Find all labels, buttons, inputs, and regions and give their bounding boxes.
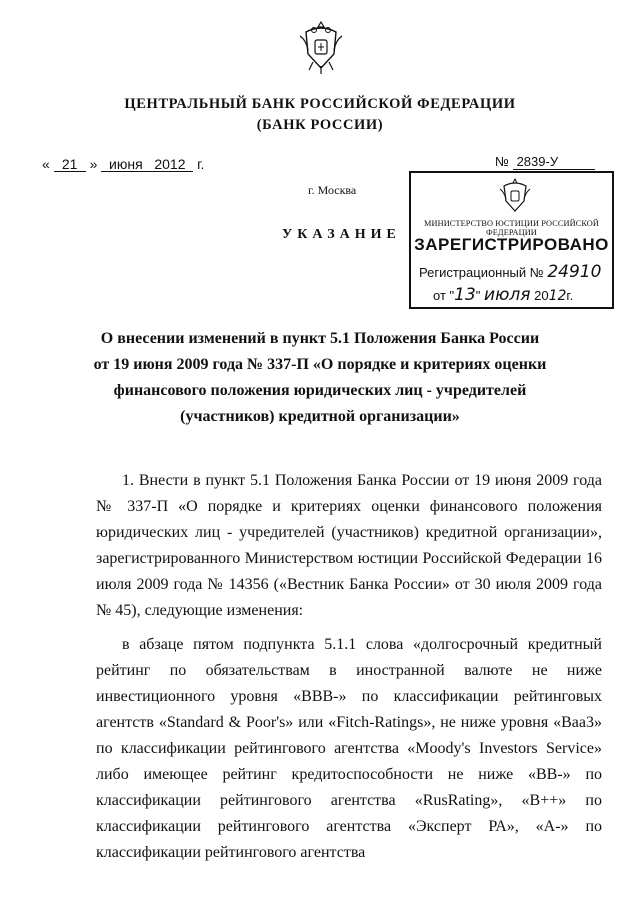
title-line: О внесении изменений в пункт 5.1 Положения Банка России (100, 330, 540, 347)
stamp-year-suffix: г. (566, 288, 574, 303)
stamp-date-line: от "13" июля 2012г. (433, 285, 574, 305)
date-day: 21 (54, 157, 86, 172)
bank-short-name: (БАНК РОССИИ) (256, 117, 384, 133)
stamp-reg-line (419, 262, 601, 282)
document-date (42, 156, 204, 172)
stamp-from-label: от (433, 288, 446, 303)
body-text (96, 468, 602, 866)
title-line: (участников) кредитной организации» (180, 408, 460, 425)
stamp-reg-year: 12 (548, 288, 567, 304)
bank-name-heading: ЦЕНТРАЛЬНЫЙ БАНК РОССИЙСКОЙ ФЕДЕРАЦИИ (124, 96, 516, 112)
registration-stamp (409, 171, 614, 309)
title-line: финансового положения юридических лиц - учредителей (113, 382, 527, 399)
document-type: УКАЗАНИЕ (282, 227, 401, 242)
document-number (495, 154, 595, 170)
coat-of-arms-emblem (296, 18, 346, 78)
date-open-quote: « (42, 156, 50, 172)
stamp-ministry: МИНИСТЕРСТВО ЮСТИЦИИ РОССИЙСКОЙ ФЕДЕРАЦИИ (424, 219, 599, 237)
date-year: 2012 (154, 156, 186, 172)
date-close-quote: » (89, 156, 98, 172)
date-suffix: г. (197, 156, 205, 172)
number-value: 2839-У (513, 154, 595, 170)
document-title (0, 326, 640, 430)
city-label: г. Москва (308, 183, 357, 197)
stamp-year-prefix: 20 (534, 288, 549, 303)
stamp-reg-label: Регистрационный № (419, 265, 544, 280)
paragraph-1: 1. Внести в пункт 5.1 Положения Банка России от 19 июня 2009 года № 337-П «О порядке и критериях оценки финансового положения юридических лиц - учредителей (участников) кредитной организации», зарегистрированного Министерством юстиции Российской Федерации 16 июля 2009 года № 14356 («Вестник Банка России» от 30 июля 2009 года № 45), следующие изменения: (96, 472, 602, 619)
stamp-reg-number: 24910 (547, 262, 602, 282)
title-line: от 19 июня 2009 года № 337-П «О порядке и критериях оценки (93, 356, 547, 373)
stamp-emblem-icon (498, 177, 532, 217)
date-month: июня (109, 156, 143, 172)
paragraph-2: в абзаце пятом подпункта 5.1.1 слова «долгосрочный кредитный рейтинг по обязательствам в иностранной валюте не ниже инвестиционного уровня «ВВВ-» по классификации рейтинговых агентств «Standard & Poor's» или «Fitch-Ratings», не ниже уровня «Ваа3» по классификации рейтингового агентства «Moody's Investors Service» либо имеющее рейтинг кредитоспособности не ниже «ВВ-» по классификации рейтингового агентства «RusRating», «B++» по классификации рейтингового агентства «Эксперт РА», «А-» по классификации рейтингового агентства (96, 636, 602, 861)
stamp-registered: ЗАРЕГИСТРИРОВАНО (414, 235, 609, 254)
date-month-year (101, 157, 193, 172)
number-prefix: № (495, 154, 509, 169)
stamp-reg-day: 13 (454, 285, 476, 305)
stamp-reg-month: июля (484, 285, 531, 305)
